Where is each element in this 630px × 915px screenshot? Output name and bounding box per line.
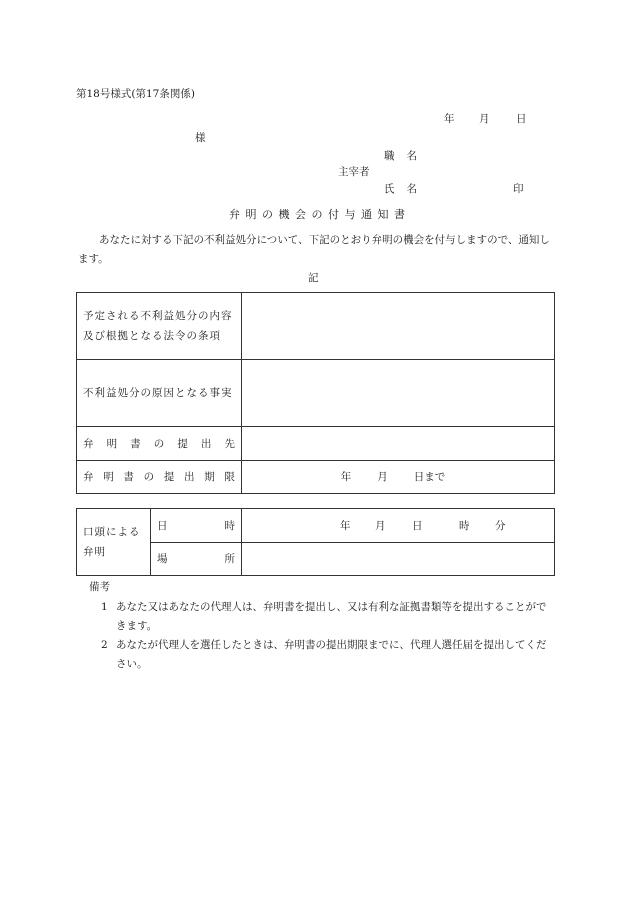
remark-text: あなた又はあなたの代理人は、弁明書を提出し、又は有利な証拠書類等を提出することができます。 — [116, 601, 547, 632]
document-title — [229, 206, 405, 222]
hearing-year: 年 — [340, 520, 351, 532]
label-char: 限 — [224, 471, 235, 483]
label-char: 場 — [157, 553, 168, 565]
remark-item — [96, 598, 556, 636]
date-year: 年 — [444, 113, 455, 125]
table-row — [77, 360, 555, 427]
value-place[interactable] — [242, 543, 555, 576]
issuer-role: 主宰者 — [338, 166, 370, 178]
title-char: 弁 — [229, 208, 240, 221]
title-char: の — [311, 208, 323, 221]
date-month: 月 — [479, 113, 490, 125]
hearing-month: 月 — [375, 520, 386, 532]
title-char: の — [262, 208, 273, 221]
value-submission-destination[interactable] — [242, 427, 555, 461]
label-char: 提 — [177, 437, 188, 450]
seal-mark: 印 — [513, 183, 524, 195]
deadline-day: 日まで — [413, 471, 446, 483]
remark-text: あなたが代理人を選任したときは、弁明書の提出期限までに、代理人選任届を提出してください。 — [116, 639, 547, 670]
hearing-hour: 時 — [459, 520, 470, 532]
label-char: 出 — [200, 437, 212, 450]
value-datetime[interactable] — [242, 509, 555, 543]
recipient-suffix: 様 — [195, 132, 206, 144]
main-info-table — [76, 292, 555, 494]
title-char: 会 — [295, 208, 306, 221]
label-char: 日 — [157, 519, 168, 532]
deadline-month: 月 — [377, 471, 388, 483]
body-paragraph: あなたに対する下記の不利益処分について、下記のとおり弁明の機会を付与しますので、通知します。 — [78, 234, 550, 265]
remark-number: 1 — [101, 601, 108, 613]
label-place — [151, 543, 242, 576]
title-char: 通 — [361, 208, 372, 221]
ki-heading: 記 — [308, 272, 319, 284]
deadline-year: 年 — [340, 471, 352, 483]
issuer-title-char: 職 — [384, 150, 395, 162]
label-submission-destination — [77, 427, 242, 461]
title-char: 知 — [377, 208, 389, 221]
date-day: 日 — [516, 113, 527, 125]
issuer-name-char: 名 — [406, 183, 417, 195]
oral-hearing-table — [76, 508, 555, 576]
issuer-name-char: 氏 — [384, 183, 395, 195]
value-submission-deadline[interactable] — [242, 461, 555, 494]
title-char: 書 — [394, 208, 405, 221]
table-row — [77, 509, 555, 543]
title-char: 明 — [245, 208, 257, 221]
label-char: 出 — [184, 471, 195, 483]
value-cause-facts[interactable] — [242, 360, 555, 427]
label-char: 提 — [163, 471, 175, 483]
hearing-minute: 分 — [495, 520, 506, 532]
label-planned-disposition: 予定される不利益処分の内容及び根拠となる法令の条項 — [77, 293, 242, 360]
label-char: 先 — [224, 437, 235, 450]
label-char: 弁 — [83, 437, 94, 450]
label-char: 期 — [204, 471, 215, 483]
title-char: 機 — [278, 208, 290, 221]
issuer-name-label — [384, 181, 417, 196]
title-char: 付 — [328, 208, 339, 221]
date-line — [444, 111, 527, 126]
label-submission-deadline — [77, 461, 242, 494]
form-number: 第18号様式(第17条関係) — [76, 88, 195, 100]
label-cause-facts: 不利益処分の原因となる事実 — [77, 360, 242, 427]
remarks-heading: 備考 — [89, 581, 110, 593]
label-char: の — [143, 471, 155, 483]
hearing-day: 日 — [412, 520, 423, 532]
label-char: 時 — [224, 519, 235, 532]
label-datetime — [151, 509, 242, 543]
label-char: 弁 — [83, 471, 94, 483]
label-char: 所 — [224, 553, 235, 565]
label-char: 書 — [130, 437, 141, 450]
label-char: の — [153, 437, 165, 450]
label-oral-defense: 口頭による弁明 — [77, 509, 151, 576]
label-char: 明 — [103, 471, 114, 483]
remark-number: 2 — [101, 639, 108, 651]
issuer-title-char: 名 — [406, 150, 417, 162]
issuer-title-label — [384, 148, 417, 163]
label-char: 明 — [106, 437, 118, 450]
table-row — [77, 461, 555, 494]
table-row — [77, 427, 555, 461]
remark-item — [96, 636, 556, 674]
value-planned-disposition[interactable] — [242, 293, 555, 360]
label-char: 書 — [123, 471, 134, 483]
title-char: 与 — [344, 208, 356, 221]
table-row — [77, 293, 555, 360]
